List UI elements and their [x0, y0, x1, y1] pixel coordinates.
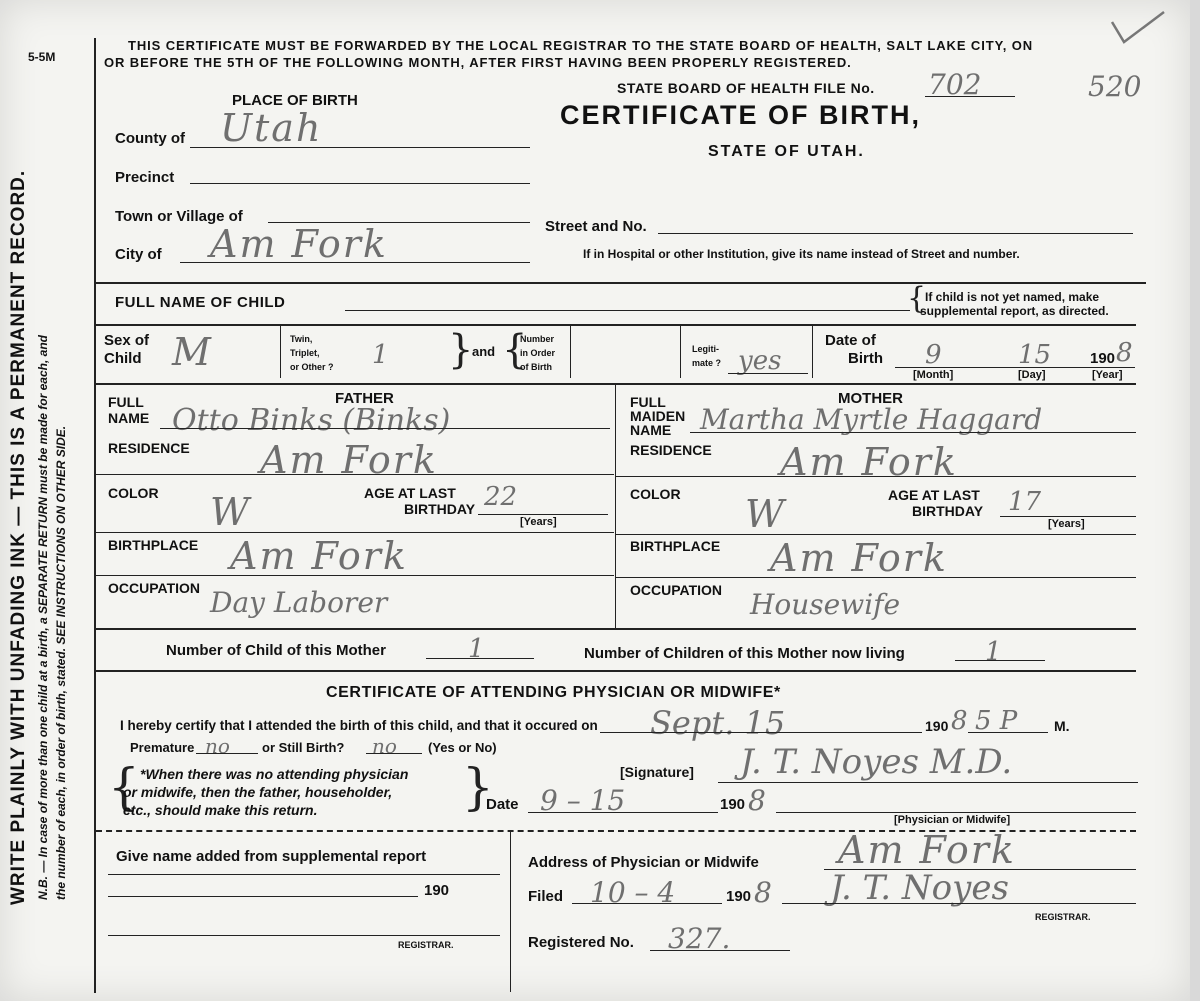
father-color-label: COLOR: [108, 485, 159, 501]
town-label: Town or Village of: [115, 208, 243, 225]
mother-name-value: Martha Myrtle Haggard: [700, 403, 1043, 436]
forward-instruction-1: THIS CERTIFICATE MUST BE FORWARDED BY THE LOCAL REGISTRAR TO THE STATE BOARD OF HEALTH, SALT LAKE CITY, ON: [128, 38, 1034, 53]
father-residence-line: [96, 474, 614, 475]
twin-value: 1: [372, 340, 389, 370]
filed-signature-line: [782, 903, 1136, 904]
m-label: M.: [1054, 718, 1070, 734]
order-brace: {: [502, 327, 528, 373]
dob-day: 15: [1018, 340, 1052, 370]
dob-year-prefix: 190: [1090, 350, 1116, 367]
father-color-value: W: [210, 490, 252, 534]
mother-name-line: [690, 432, 1136, 433]
supplemental-line-1: [108, 874, 500, 875]
filed-value: 10 – 4: [590, 876, 676, 909]
registered-line: [650, 950, 790, 951]
precinct-line: [190, 183, 530, 184]
dob-month: 9: [925, 340, 942, 370]
supplemental-registrar-label: REGISTRAR.: [398, 940, 454, 950]
day-label: [Day]: [1018, 369, 1046, 381]
year-label: [Year]: [1092, 369, 1123, 381]
legit-value: yes: [738, 346, 782, 376]
twin-label-3: or Other ?: [290, 362, 334, 372]
side-note-1: N.B. — In case of more than one child at a birth, a SEPARATE RETURN must be made for each, and: [36, 335, 50, 900]
order-label-3: of Birth: [520, 362, 552, 372]
file-label: STATE BOARD OF HEALTH FILE No.: [617, 80, 875, 96]
stillbirth-line: [366, 753, 422, 754]
physician-date-label: Date: [486, 796, 519, 813]
name-note-brace: {: [907, 281, 927, 316]
mother-age-value: 17: [1008, 487, 1042, 517]
sex-label-1: Sex of: [104, 332, 150, 349]
father-occupation-label: OCCUPATION: [108, 580, 201, 596]
filed-line: [572, 903, 722, 904]
mother-residence-line: [616, 476, 1136, 477]
supplemental-line-3: [108, 935, 500, 936]
supplemental-label: Give name added from supplemental report: [116, 848, 427, 865]
physician-role-line: [776, 812, 1136, 813]
mother-name-label-1: FULL: [630, 394, 666, 410]
city-line: [180, 262, 530, 263]
address-label: Address of Physician or Midwife: [528, 854, 759, 871]
sex-divider: [280, 326, 281, 378]
signature-value: J. T. Noyes M.D.: [740, 742, 1013, 782]
mother-color-value: W: [745, 492, 787, 536]
divider-counts-top: [96, 628, 1136, 630]
father-birthplace-label: BIRTHPLACE: [108, 537, 199, 553]
child-of-mother-line: [426, 658, 534, 659]
month-label: [Month]: [913, 369, 954, 381]
dob-line: [895, 367, 1135, 368]
mother-occupation-label: OCCUPATION: [630, 582, 723, 598]
physician-date-year-prefix: 190: [720, 796, 746, 813]
father-birthplace-value: Am Fork: [230, 534, 408, 578]
order-divider: [570, 326, 571, 378]
father-age-label-2: BIRTHDAY: [404, 501, 476, 517]
divider-name-top: [96, 282, 1146, 284]
certify-year-prefix: 190: [925, 718, 949, 734]
mother-heading: MOTHER: [838, 390, 903, 407]
certify-text: I hereby certify that I attended the birth of this child, and that it occured on: [120, 718, 598, 733]
dob-label-2: Birth: [848, 350, 883, 367]
file-number: 702: [928, 68, 982, 101]
legit-label-2: mate ?: [692, 358, 722, 368]
city-label: City of: [115, 246, 162, 263]
form-left-border: [94, 38, 96, 993]
sex-label-2: Child: [104, 350, 142, 367]
mother-name-label-2: MAIDEN: [630, 408, 686, 424]
county-label: County of: [115, 130, 185, 147]
dob-year-suffix: 8: [1116, 338, 1133, 368]
child-name-label: FULL NAME OF CHILD: [115, 294, 286, 311]
father-occupation-value: Day Laborer: [210, 586, 388, 619]
physician-role-label: [Physician or Midwife]: [894, 814, 1011, 826]
father-heading: FATHER: [335, 390, 394, 407]
stillbirth-label: or Still Birth?: [262, 740, 345, 755]
mother-color-label: COLOR: [630, 486, 681, 502]
living-label: Number of Children of this Mother now living: [584, 645, 905, 662]
forward-instruction-2: OR BEFORE THE 5TH OF THE FOLLOWING MONTH, AFTER FIRST HAVING BEEN PROPERLY REGISTERED.: [104, 55, 852, 70]
note-brace-right: }: [462, 758, 494, 816]
father-name-value: Otto Binks (Binks): [172, 403, 451, 438]
county-value: Utah: [220, 106, 323, 150]
father-age-value: 22: [484, 482, 518, 512]
hospital-note: If in Hospital or other Institution, give its name instead of Street and number.: [583, 247, 1020, 261]
order-label-2: in Order: [520, 348, 556, 358]
mother-years-label: [Years]: [1048, 518, 1085, 530]
physician-date-year-suffix: 8: [748, 784, 766, 817]
child-of-mother-value: 1: [468, 634, 485, 664]
yesno-label: (Yes or No): [428, 740, 497, 755]
registered-value: 327.: [668, 922, 731, 955]
filed-year-suffix: 8: [754, 876, 772, 909]
and-label: and: [472, 344, 496, 359]
legit-line: [728, 373, 808, 374]
physician-heading: CERTIFICATE OF ATTENDING PHYSICIAN OR MIDWIFE*: [326, 684, 781, 701]
signature-label: [Signature]: [620, 764, 694, 780]
child-name-line: [345, 310, 910, 311]
father-color-line: [96, 532, 614, 533]
parents-center-divider: [615, 384, 616, 629]
father-residence-label: RESIDENCE: [108, 440, 190, 456]
corner-number: 520: [1088, 70, 1142, 103]
mother-name-label-3: NAME: [630, 422, 672, 438]
father-name-label-1: FULL: [108, 394, 144, 410]
father-residence-value: Am Fork: [260, 438, 438, 482]
father-age-label-1: AGE AT LAST: [364, 485, 456, 501]
precinct-label: Precinct: [115, 169, 175, 186]
father-birthplace-line: [96, 575, 614, 576]
file-line: [925, 96, 1015, 97]
corner-code: 5-5M: [28, 50, 56, 64]
premature-label: Premature: [130, 740, 195, 755]
side-instruction-large: WRITE PLAINLY WITH UNFADING INK — THIS IS A PERMANENT RECORD.: [8, 169, 29, 905]
note-brace-left: {: [108, 758, 140, 816]
legit-label-1: Legiti-: [692, 344, 719, 354]
side-note-2: the number of each, in order of birth, stated. SEE INSTRUCTIONS ON OTHER SIDE.: [54, 425, 68, 900]
footer-divider: [510, 832, 511, 992]
child-of-mother-label: Number of Child of this Mother: [166, 642, 386, 659]
twin-label-2: Triplet,: [290, 348, 320, 358]
father-name-label-2: NAME: [108, 410, 150, 426]
twin-label-1: Twin,: [290, 334, 313, 344]
dob-label-1: Date of: [825, 332, 876, 349]
premature-line: [196, 753, 258, 754]
father-years-label: [Years]: [520, 516, 557, 528]
physician-note-2: or midwife, then the father, householder,: [123, 784, 393, 800]
living-value: 1: [985, 637, 1002, 667]
stillbirth-value: no: [372, 734, 397, 758]
supplemental-year: 190: [424, 882, 450, 899]
mother-residence-value: Am Fork: [780, 440, 958, 484]
order-label-1: Number: [520, 334, 555, 344]
mother-age-line: [1000, 516, 1136, 517]
father-name-line: [160, 428, 610, 429]
address-value: Am Fork: [838, 828, 1016, 872]
mother-age-label-2: BIRTHDAY: [912, 503, 984, 519]
street-label: Street and No.: [545, 218, 647, 235]
street-line: [658, 233, 1133, 234]
place-heading: PLACE OF BIRTH: [232, 92, 358, 109]
divider-parents-top: [96, 383, 1136, 385]
premature-value: no: [205, 734, 230, 758]
certify-date: Sept. 15: [650, 704, 786, 742]
signature-line: [718, 782, 1138, 783]
mother-residence-label: RESIDENCE: [630, 442, 712, 458]
order-divider-2: [680, 326, 681, 378]
not-named-note-1: If child is not yet named, make: [925, 290, 1100, 304]
dob-divider: [812, 326, 813, 378]
certify-time: 5 P: [975, 706, 1018, 736]
mother-age-label-1: AGE AT LAST: [888, 487, 980, 503]
city-value: Am Fork: [210, 222, 388, 266]
not-named-note-2: supplemental report, as directed.: [920, 304, 1109, 318]
sex-value: M: [172, 330, 213, 374]
divider-sex-top: [96, 324, 1136, 326]
certify-year-suffix: 8: [951, 706, 968, 736]
physician-date-value: 9 – 15: [540, 784, 626, 817]
mother-birthplace-label: BIRTHPLACE: [630, 538, 721, 554]
filed-year-prefix: 190: [726, 888, 752, 905]
twin-brace: }: [448, 327, 474, 373]
filed-registrar-label: REGISTRAR.: [1035, 912, 1091, 922]
check-mark-icon: [1108, 8, 1168, 48]
certify-date-line: [600, 732, 922, 733]
certify-time-line: [968, 732, 1048, 733]
supplemental-line-2: [108, 896, 418, 897]
certificate-subtitle: STATE OF UTAH.: [708, 143, 865, 160]
physician-date-line: [528, 812, 718, 813]
mother-color-line: [616, 534, 1136, 535]
mother-occupation-value: Housewife: [750, 588, 901, 621]
filed-signature: J. T. Noyes: [830, 868, 1009, 908]
physician-note-1: *When there was no attending physician: [140, 766, 409, 782]
registered-label: Registered No.: [528, 934, 634, 951]
certificate-title: CERTIFICATE OF BIRTH,: [560, 100, 921, 130]
living-line: [955, 660, 1045, 661]
physician-note-3: etc., should make this return.: [123, 802, 318, 818]
mother-birthplace-value: Am Fork: [770, 536, 948, 580]
father-age-line: [478, 514, 608, 515]
mother-birthplace-line: [616, 577, 1136, 578]
county-line: [190, 147, 530, 148]
filed-label: Filed: [528, 888, 564, 905]
divider-counts-bottom: [96, 670, 1136, 672]
